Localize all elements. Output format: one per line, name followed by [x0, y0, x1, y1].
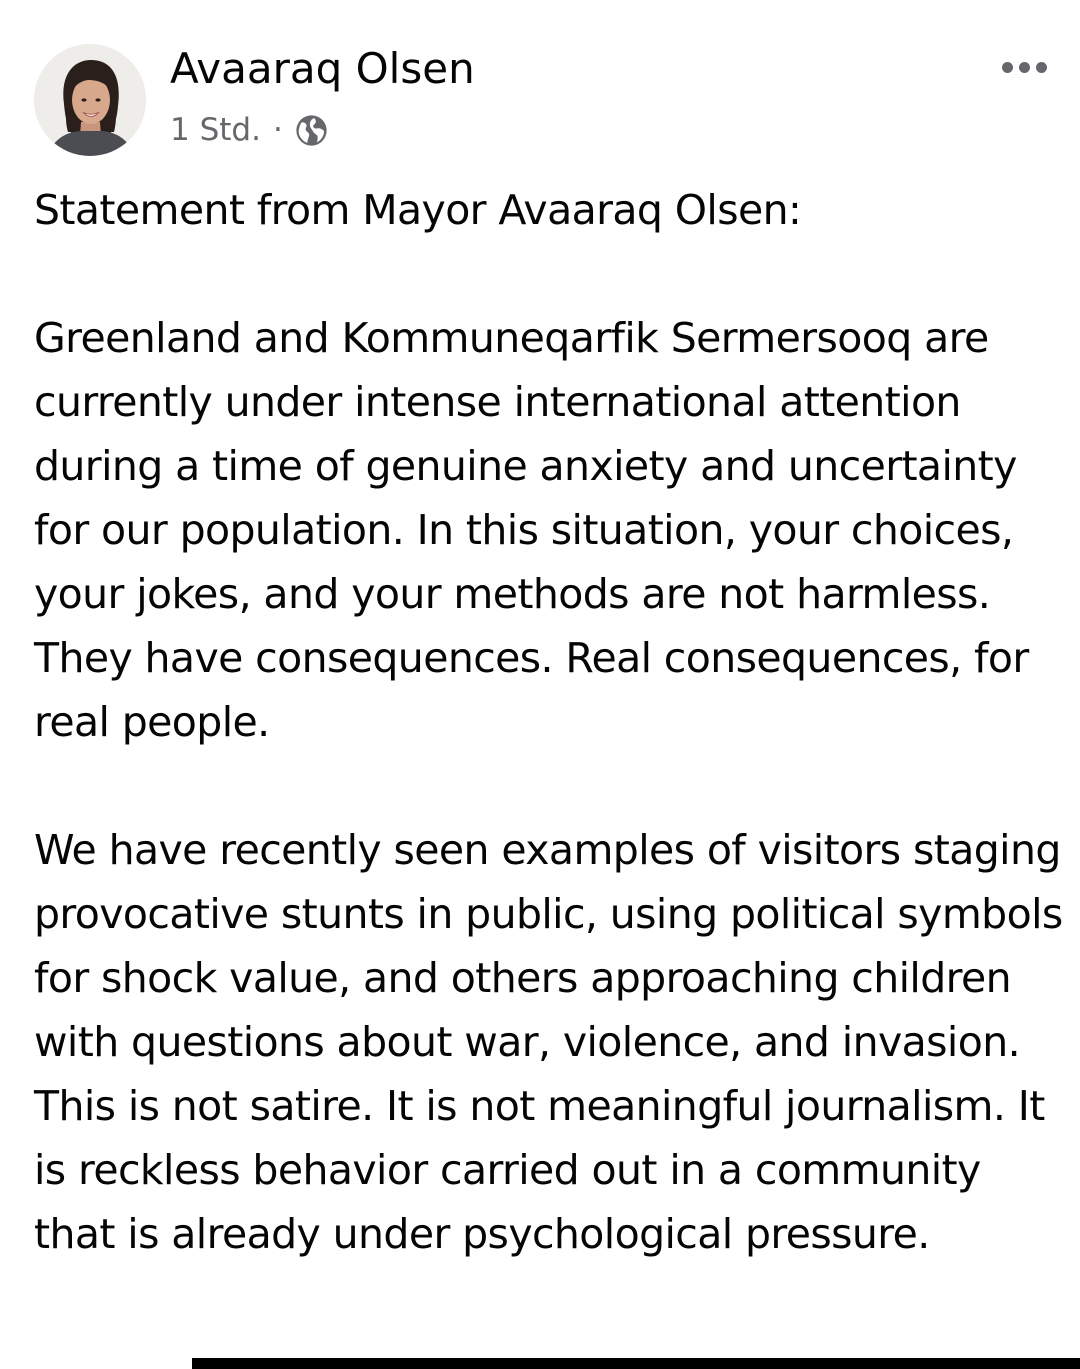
meta-separator: ·	[272, 112, 283, 148]
more-options-icon	[1019, 62, 1030, 73]
profile-photo	[34, 44, 146, 156]
bottom-divider	[192, 1358, 1080, 1369]
post-paragraph: Greenland and Kommuneqarfik Sermersooq are currently under intense international attention during a time of genuine anxiety and uncertainty for our population. In this situation, your choices, your jokes, and your methods are not harmless. They have consequences. Real consequences, for real people.	[34, 314, 1029, 746]
globe-icon[interactable]	[295, 114, 328, 147]
more-options-button[interactable]	[990, 48, 1058, 86]
post-time[interactable]: 1 Std.	[170, 112, 261, 148]
author-name[interactable]: Avaaraq Olsen	[170, 44, 475, 93]
post-paragraph: We have recently seen examples of visitors staging provocative stunts in public, using political symbols for shock value, and others approaching children with questions about war, violence, and invasion. This is not satire. It is not meaningful journalism. It is reckless behavior carried out in a community that is already under psychological pressure.	[34, 826, 1063, 1258]
more-options-icon	[1002, 62, 1013, 73]
post-paragraph: Statement from Mayor Avaaraq Olsen:	[34, 186, 802, 234]
post-meta	[170, 108, 328, 152]
avatar[interactable]	[34, 44, 146, 156]
post-body	[34, 178, 1064, 1266]
more-options-icon	[1036, 62, 1047, 73]
